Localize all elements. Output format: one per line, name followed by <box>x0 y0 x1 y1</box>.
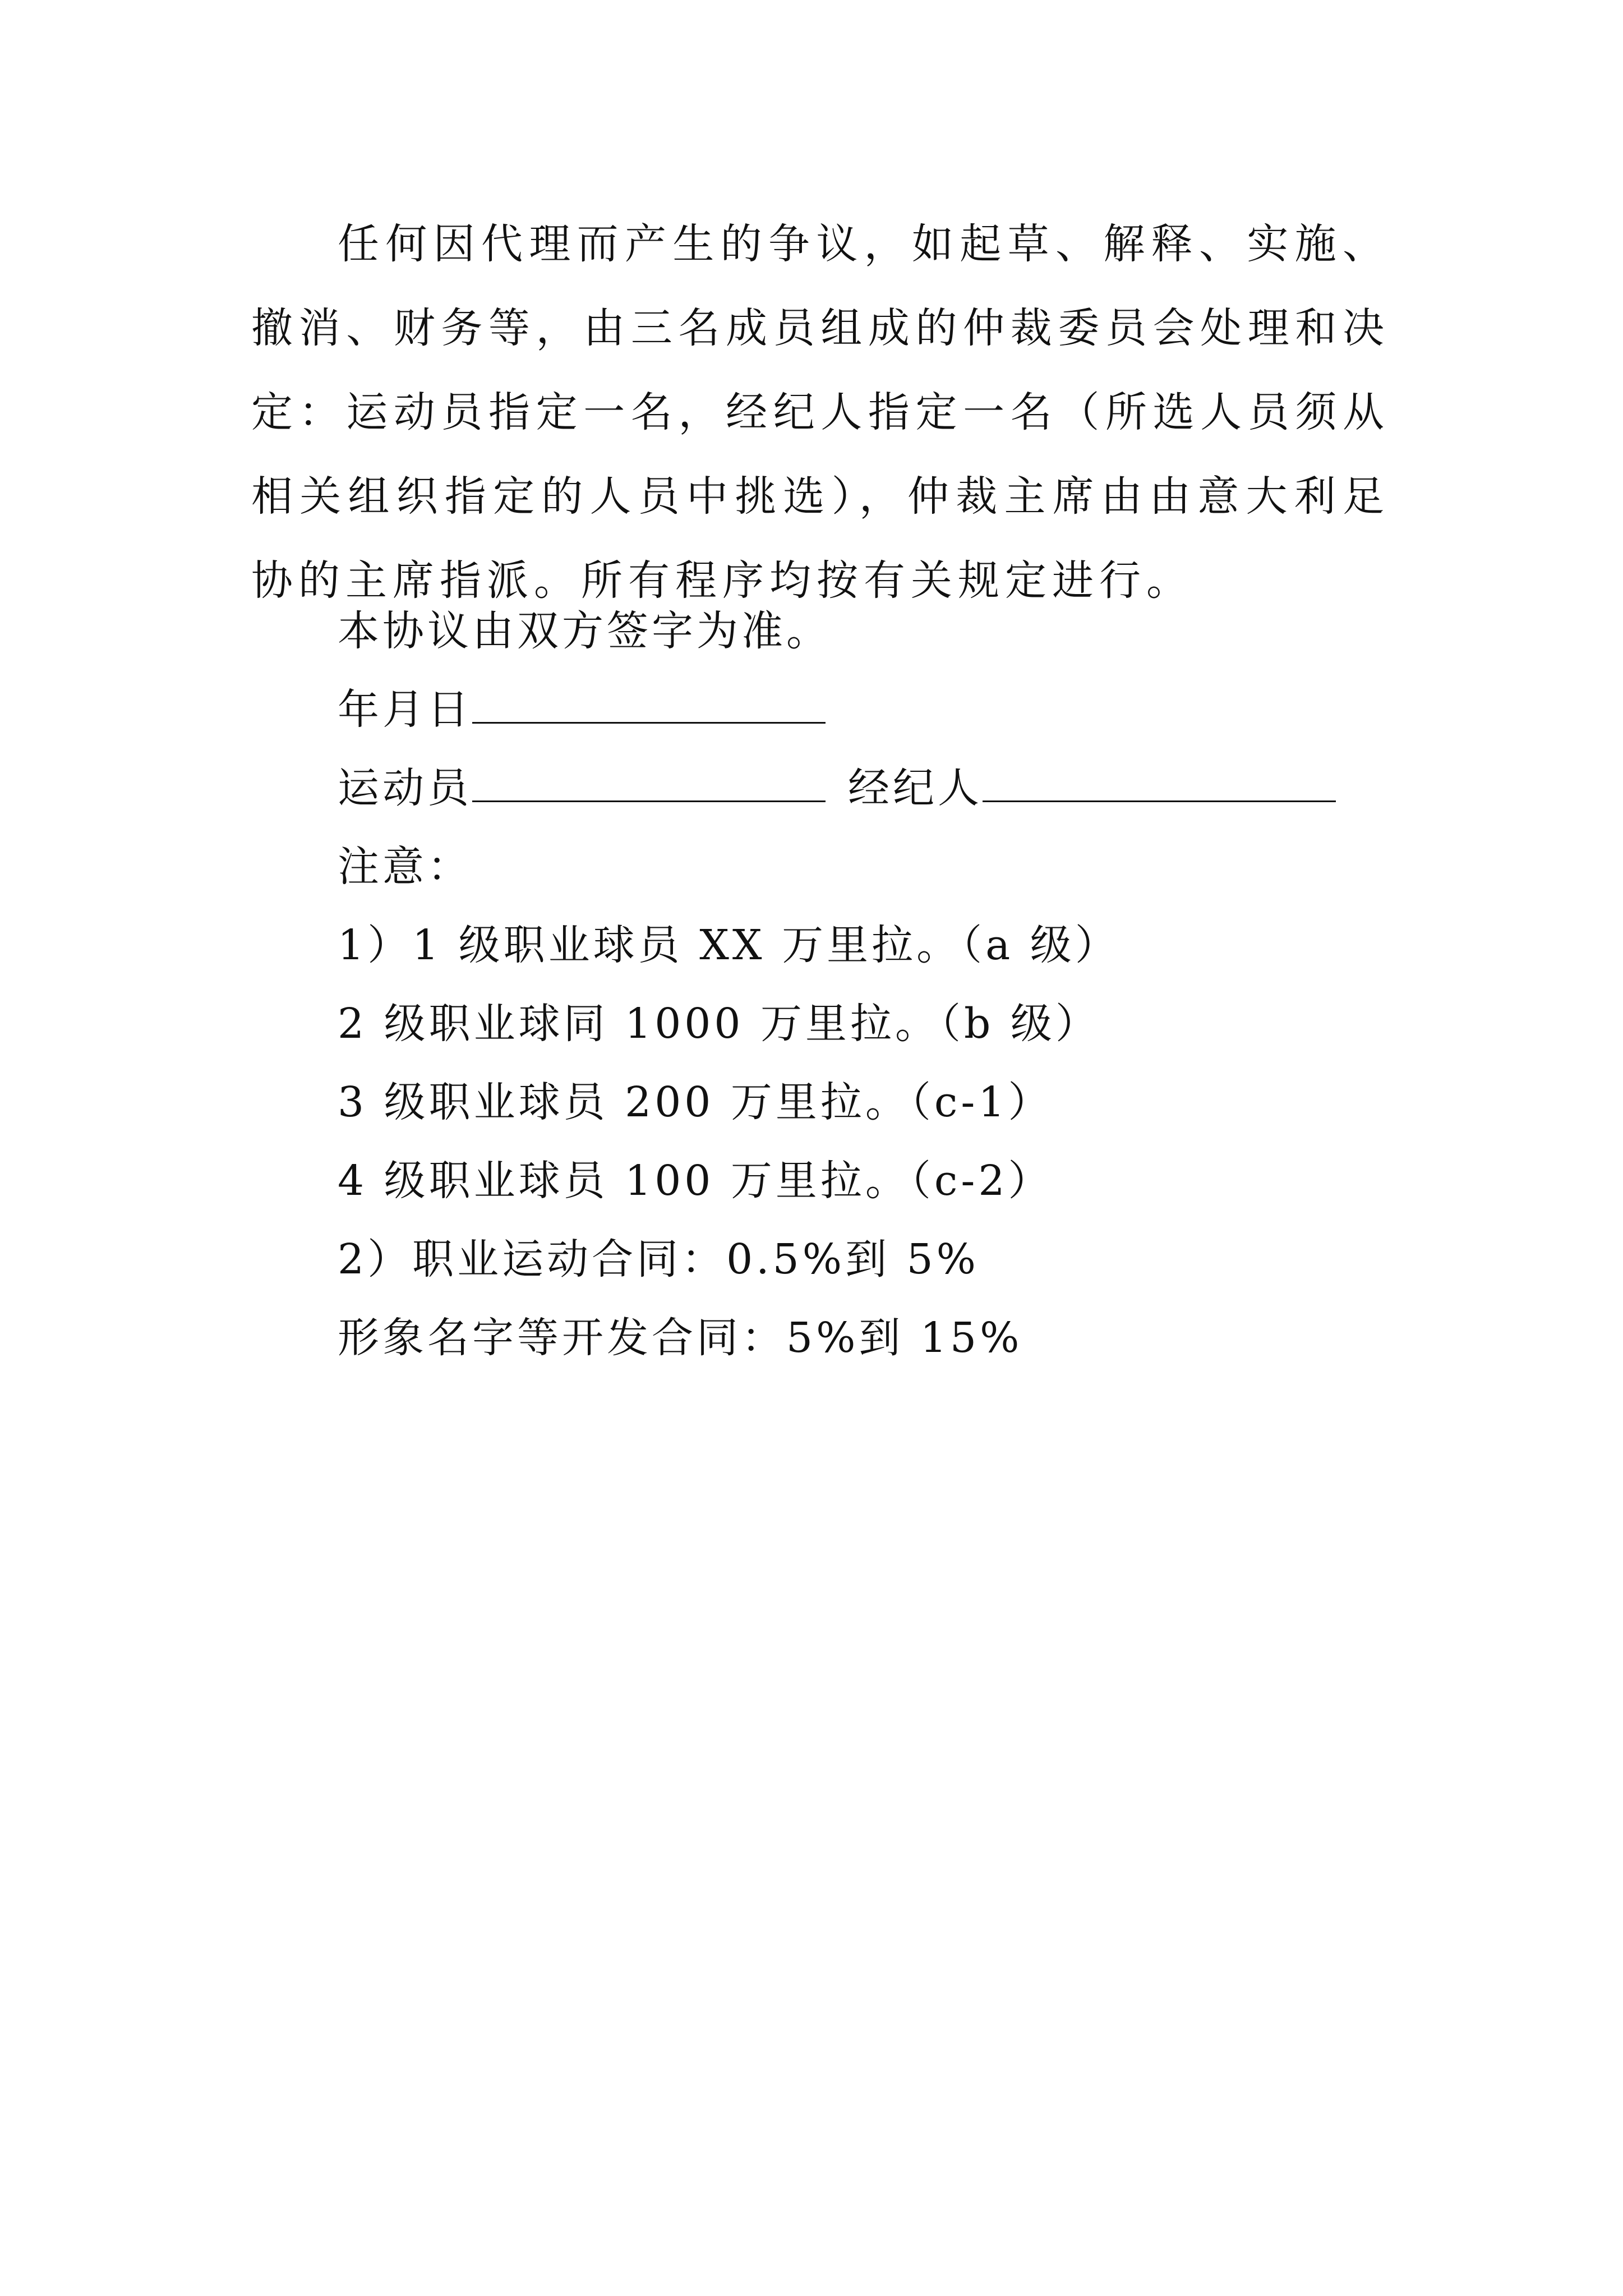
note-item: 1）1 级职业球员 XX 万里拉。（a 级） <box>338 921 1120 969</box>
note-item: 3 级职业球员 200 万里拉。（c-1） <box>338 1078 1053 1126</box>
agent-label: 经纪人 <box>848 764 983 812</box>
note-title: 注意： <box>338 843 472 891</box>
agent-signature-blank <box>983 765 1336 802</box>
signature-line <box>338 760 1358 816</box>
date-line <box>338 682 848 738</box>
agreement-line: 本协议由双方签字为准。 <box>338 607 831 655</box>
note-item: 2 级职业球同 1000 万里拉。（b 级） <box>338 1000 1100 1048</box>
date-label: 年月日 <box>338 685 472 734</box>
note-item: 4 级职业球员 100 万里拉。（c-2） <box>338 1157 1053 1205</box>
note-item: 形象名字等开发合同：5%到 15% <box>338 1314 1023 1362</box>
athlete-label: 运动员 <box>338 764 472 812</box>
arbitration-paragraph: 任何因代理而产生的争议，如起草、解释、实施、撤消、财务等，由三名成员组成的仲裁委员会处理和决定：运动员指定一名，经纪人指定一名（所选人员须从相关组织指定的人员中挑选），仲裁主席由由意大利足协的主席指派。所有程序均按有关规定进行。 <box>251 220 1390 605</box>
note-item: 2）职业运动合同：0.5%到 5% <box>338 1235 979 1283</box>
athlete-signature-blank <box>472 765 826 802</box>
date-blank <box>472 686 826 724</box>
